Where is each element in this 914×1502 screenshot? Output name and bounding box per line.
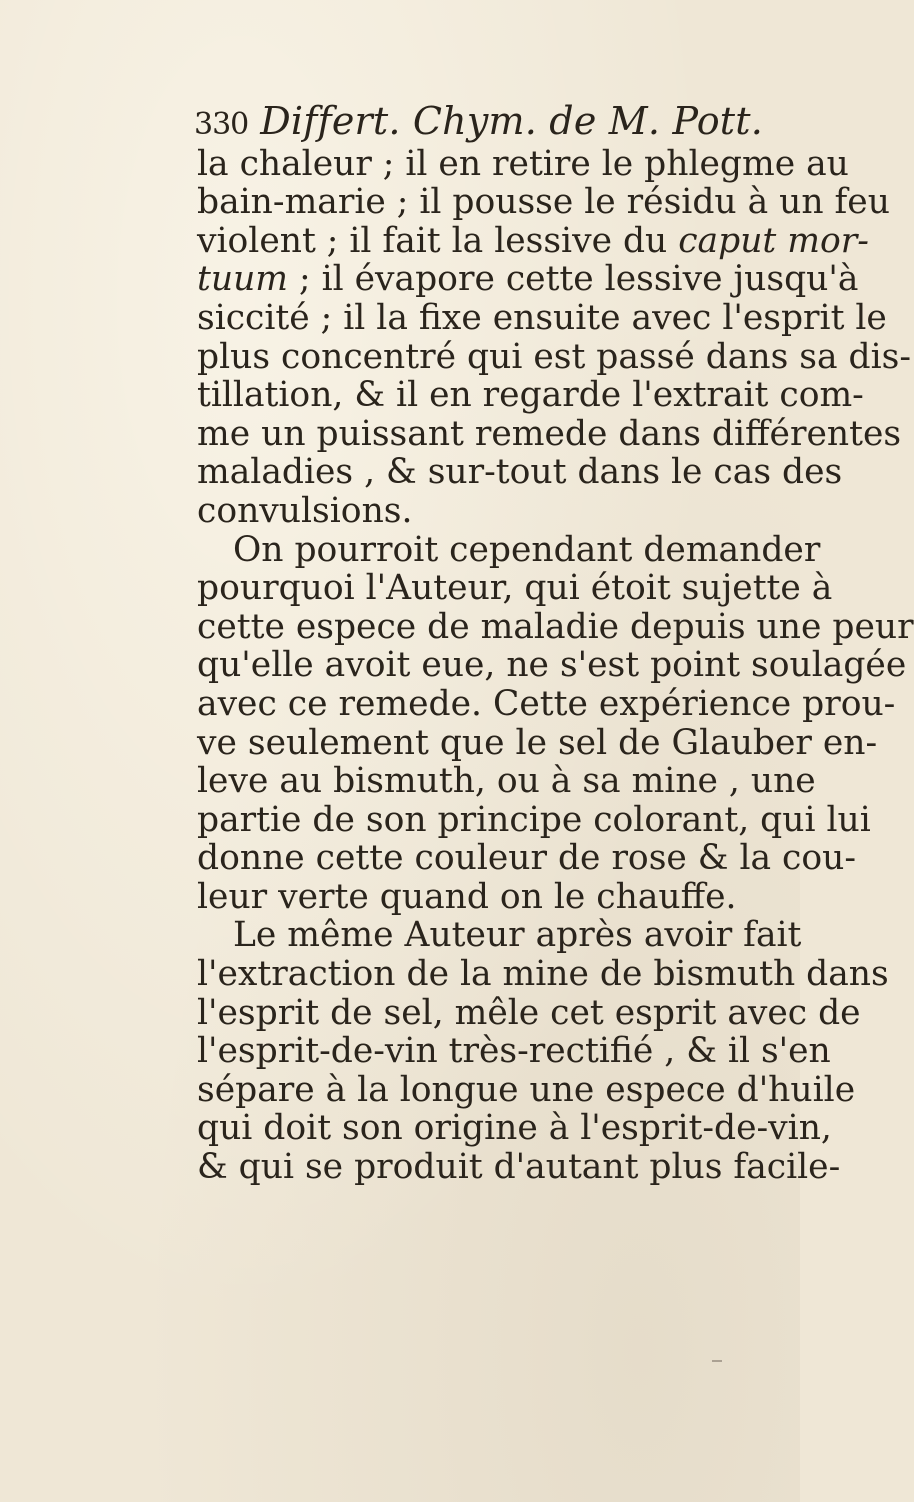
text-line: siccité ; il la fixe ensuite avec l'esprit le bbox=[197, 297, 887, 338]
text-line: & qui se produit d'autant plus facile- bbox=[197, 1147, 841, 1188]
text-line: partie de son principe colorant, qui lui bbox=[197, 799, 871, 840]
text-line: qu'elle avoit eue, ne s'est point soulagée bbox=[197, 645, 907, 686]
text-line: On pourroit cependant demander bbox=[233, 529, 821, 570]
text-line: Le même Auteur après avoir fait bbox=[233, 915, 802, 956]
text-block bbox=[194, 99, 914, 1188]
text-line: l'extraction de la mine de bismuth dans bbox=[197, 954, 889, 995]
text-line: avec ce remede. Cette expérience prou- bbox=[197, 683, 896, 724]
page-number: 330 bbox=[194, 107, 249, 142]
paragraph-2 bbox=[197, 529, 914, 917]
text-line: qui doit son origine à l'esprit-de-vin, bbox=[197, 1108, 832, 1149]
text-line: l'esprit de sel, mêle cet esprit avec de bbox=[197, 992, 861, 1033]
text-line: bain-marie ; il pousse le résidu à un feu bbox=[197, 182, 890, 223]
text-line: plus concentré qui est passé dans sa dis- bbox=[197, 336, 911, 377]
paragraph-3 bbox=[197, 915, 889, 1188]
text-line: maladies , & sur-tout dans le cas des bbox=[197, 452, 843, 493]
text-line: pourquoi l'Auteur, qui étoit sujette à bbox=[197, 568, 833, 609]
text-line: me un puissant remede dans différentes bbox=[197, 413, 902, 454]
running-title: Differt. Chym. de M. Pott. bbox=[260, 99, 763, 143]
text-line: leur verte quand on le chauffe. bbox=[197, 876, 737, 917]
text-line: leve au bismuth, ou à sa mine , une bbox=[197, 761, 816, 802]
text-line: l'esprit-de-vin très-rectifié , & il s'en bbox=[197, 1031, 831, 1072]
ink-mark bbox=[712, 1360, 722, 1362]
text-line: tillation, & il en regarde l'extrait com- bbox=[197, 375, 864, 416]
text-line: sépare à la longue une espece d'huile bbox=[197, 1069, 856, 1110]
paragraph-1 bbox=[197, 143, 911, 531]
text-line: la chaleur ; il en retire le phlegme au bbox=[197, 143, 849, 184]
text-line: donne cette couleur de rose & la cou- bbox=[197, 838, 857, 879]
text-line: violent ; il fait la lessive du caput mor- bbox=[197, 220, 869, 261]
running-header bbox=[194, 99, 777, 145]
text-line: ve seulement que le sel de Glauber en- bbox=[197, 722, 878, 763]
text-line: convulsions. bbox=[197, 490, 413, 531]
text-line: tuum ; il évapore cette lessive jusqu'à bbox=[197, 259, 859, 300]
text-line: cette espece de maladie depuis une peur bbox=[197, 606, 914, 647]
